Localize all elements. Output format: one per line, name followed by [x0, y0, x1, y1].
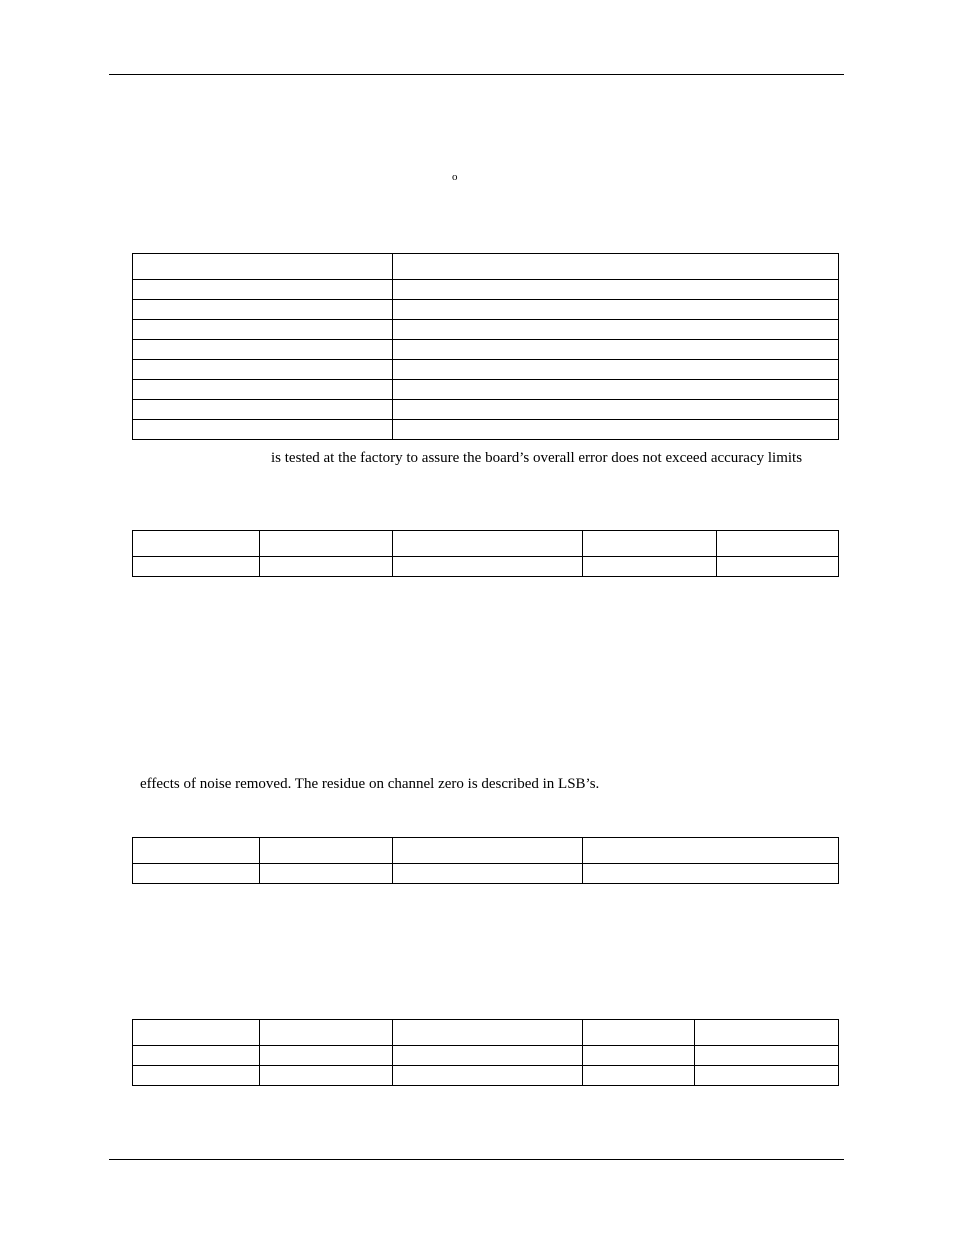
table-row — [133, 340, 839, 360]
table-row — [133, 380, 839, 400]
table-row — [133, 300, 839, 320]
table-row — [133, 360, 839, 380]
table-row — [133, 254, 839, 280]
settling-table — [132, 1019, 839, 1086]
table-row — [133, 557, 839, 577]
table-row — [133, 531, 839, 557]
table-row — [133, 838, 839, 864]
footer-rule — [109, 1159, 844, 1160]
accuracy-table — [132, 530, 839, 577]
table-row — [133, 1066, 839, 1086]
degree-symbol: o — [452, 171, 458, 183]
table-row — [133, 320, 839, 340]
specification-table-1 — [132, 253, 839, 440]
accuracy-paragraph: is tested at the factory to assure the board’s overall error does not exceed accuracy limits — [271, 450, 803, 466]
table-row — [133, 400, 839, 420]
table-row — [133, 1020, 839, 1046]
table-row — [133, 420, 839, 440]
noise-paragraph: effects of noise removed. The residue on channel zero is described in LSB’s. — [140, 776, 600, 792]
table-row — [133, 864, 839, 884]
header-rule — [109, 74, 844, 75]
noise-table — [132, 837, 839, 884]
table-row — [133, 1046, 839, 1066]
table-row — [133, 280, 839, 300]
